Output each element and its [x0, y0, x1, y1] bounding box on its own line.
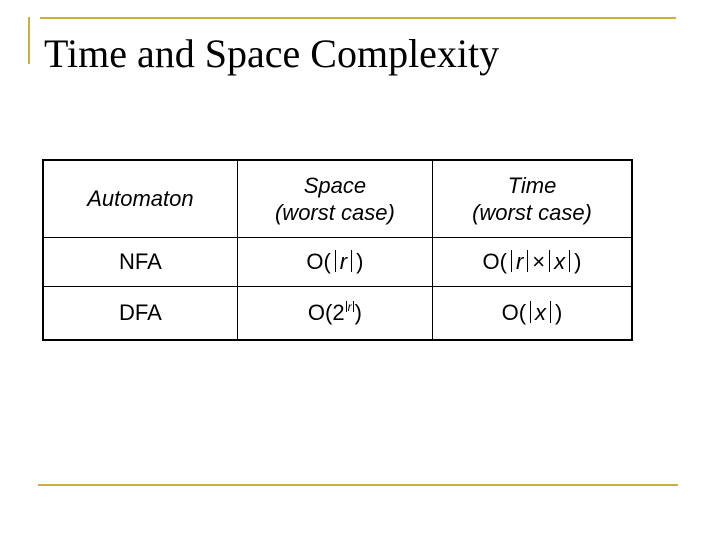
abs-bar [527, 250, 528, 272]
cell-automaton: DFA [43, 287, 237, 341]
expr-prefix: O( [306, 249, 331, 274]
expr-suffix: ) [555, 300, 563, 325]
exponent [345, 300, 355, 314]
header-space-line2: (worst case) [274, 200, 395, 225]
complexity-table [42, 159, 633, 341]
expr-prefix: O( [501, 300, 527, 325]
var-r: r [347, 300, 352, 314]
table-header-row [43, 160, 632, 238]
abs-bar [335, 250, 336, 272]
var-r: r [515, 249, 524, 274]
expr-suffix: ) [354, 300, 362, 325]
abs-bar [351, 250, 352, 272]
table-row-nfa [43, 238, 632, 287]
expr-suffix: ) [574, 249, 582, 274]
times-operator: × [532, 249, 546, 274]
cell-space [237, 238, 432, 287]
left-rule [28, 17, 30, 64]
cell-time [432, 287, 632, 341]
var-r: r [339, 249, 348, 274]
expr-suffix: ) [356, 249, 364, 274]
var-x: x [554, 249, 566, 274]
cell-time [432, 238, 632, 287]
abs-bar [353, 301, 354, 312]
abs-bar [530, 301, 531, 323]
abs-bar [346, 301, 347, 312]
var-x: x [535, 300, 547, 325]
abs-bar [550, 301, 551, 323]
expr-prefix: O(2 [307, 300, 345, 325]
header-automaton: Automaton [87, 186, 194, 211]
header-time [432, 160, 632, 238]
header-space [237, 160, 432, 238]
bottom-rule [38, 484, 678, 486]
cell-automaton: NFA [43, 238, 237, 287]
slide-title: Time and Space Complexity [44, 31, 500, 76]
table-row-dfa [43, 287, 632, 341]
expr-prefix: O( [482, 249, 507, 274]
header-time-line2: (worst case) [472, 200, 592, 225]
header-space-line1: Space [303, 173, 367, 198]
abs-bar [511, 250, 512, 272]
top-rule [40, 17, 676, 19]
cell-space [237, 287, 432, 341]
header-time-line1: Time [507, 173, 557, 198]
abs-bar [569, 250, 570, 272]
abs-bar [549, 250, 550, 272]
